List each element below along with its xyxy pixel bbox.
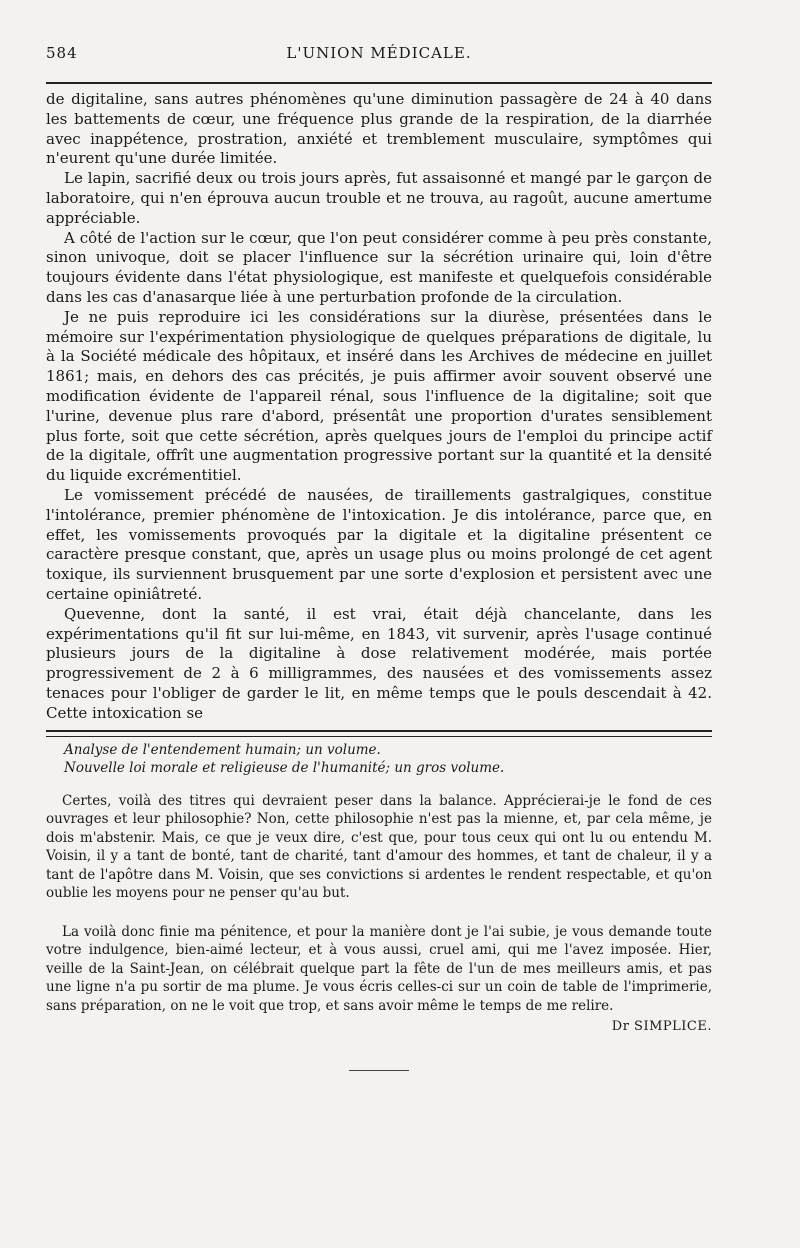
end-rule [349, 1070, 409, 1071]
feuilleton-separator [46, 730, 712, 737]
paragraph: Je ne puis reproduire ici les considérations sur la diurèse, présentées dans le mémoire sur l'expérimentation physiologique de quelques préparations de digitale, lu à la Société médicale des hôpitaux, et inséré dans les Archives de médecine en juillet 1861; mais, en dehors des cas précités, je puis affirmer avoir souvent observé une modification évidente de l'appareil rénal, sous l'influence de la digitaline; soit que l'urine, devenue plus rare d'abord, présentât une proportion d'urates sensiblement plus forte, soit que cette sécrétion, après quelques jours de l'emploi du principe actif de la digitale, offrît une augmentation progressive portant sur la quantité et la densité du liquide excrémentitiel. [46, 307, 712, 485]
paragraph: Quevenne, dont la santé, il est vrai, était déjà chancelante, dans les expérimentations qu'il fit sur lui-même, en 1843, vit survenir, après l'usage continué plusieurs jours de la digitaline à dose relativement modérée, mais portée progressivement de 2 à 6 milligrammes, des nausées et des vomissements assez tenaces pour l'obliger de garder le lit, en même temps que le pouls descendait à 42. Cette intoxication se [46, 604, 712, 722]
main-text [46, 90, 712, 724]
page-number: 584 [46, 44, 78, 62]
paragraph: Le vomissement précédé de nausées, de tiraillements gastralgiques, constitue l'intolérance, premier phénomène de l'intoxication. Je dis intolérance, parce que, en effet, les vomissements provoqués par la digitale et la digitaline présentent ce caractère presque constant, que, après un usage plus ou moins prolongé de cet agent toxique, ils surviennent brusquement par une sorte d'explosion et persistent avec une certaine opiniâtreté. [46, 485, 712, 603]
page-header [46, 44, 712, 68]
paragraph: Certes, voilà des titres qui devraient peser dans la balance. Apprécierai-je le fond de ces ouvrages et leur philosophie? Non, cette philosophie n'est pas la mienne, et, par cela même, je dois m'abstenir. Mais, ce que je veux dire, c'est que, pour tous ceux qui ont lu ou entendu M. Voisin, il y a tant de bonté, tant de charité, tant d'amour des hommes, et tant de chaleur, il y a tant de l'apôtre dans M. Voisin, que ses convictions si ardentes le rendent respectable, et qu'on oublie les moyens pour ne penser qu'au but. [46, 792, 712, 901]
journal-title: L'UNION MÉDICALE. [286, 44, 472, 62]
author-signature: Dr SIMPLICE. [611, 1019, 712, 1034]
header-rule [46, 82, 712, 84]
list-item: Analyse de l'entendement humain; un volume. [64, 741, 381, 758]
paragraph: Le lapin, sacrifié deux ou trois jours après, fut assaisonné et mangé par le garçon de laboratoire, qui n'en éprouva aucun trouble et ne trouva, au ragoût, aucune amertume appréciable. [46, 169, 712, 227]
paragraph: A côté de l'action sur le cœur, que l'on peut considérer comme à peu près constante, sinon univoque, doit se placer l'influence sur la sécrétion urinaire qui, loin d'être toujours évidente dans l'état physiologique, est manifeste et quelquefois considérable dans les cas d'anasarque liée à une perturbation profonde de la circulation. [46, 228, 712, 306]
book-list [46, 741, 712, 778]
paragraph: La voilà donc finie ma pénitence, et pour la manière dont je l'ai subie, je vous demande toute votre indulgence, bien-aimé lecteur, et à vous aussi, cruel ami, qui me l'avez imposée. Hier, veille de la Saint-Jean, on célébrait quelque part la fête de l'un de mes meilleurs amis, et pas une ligne n'a pu sortir de ma plume. Je vous écris celles-ci sur un coin de table de l'imprimerie, sans préparation, on ne le voit que trop, et sans avoir même le temps de me relire. [46, 923, 712, 1014]
list-item: Nouvelle loi morale et religieuse de l'humanité; un gros volume. [64, 760, 505, 776]
feuilleton [46, 741, 712, 1072]
document-page [46, 44, 712, 1071]
paragraph: de digitaline, sans autres phénomènes qu'une diminution passagère de 24 à 40 dans les battements de cœur, une fréquence plus grande de la respiration, de la diarrhée avec inappétence, prostration, anxiété et tremblement musculaire, symptômes qui n'eurent qu'une durée limitée. [46, 90, 712, 168]
